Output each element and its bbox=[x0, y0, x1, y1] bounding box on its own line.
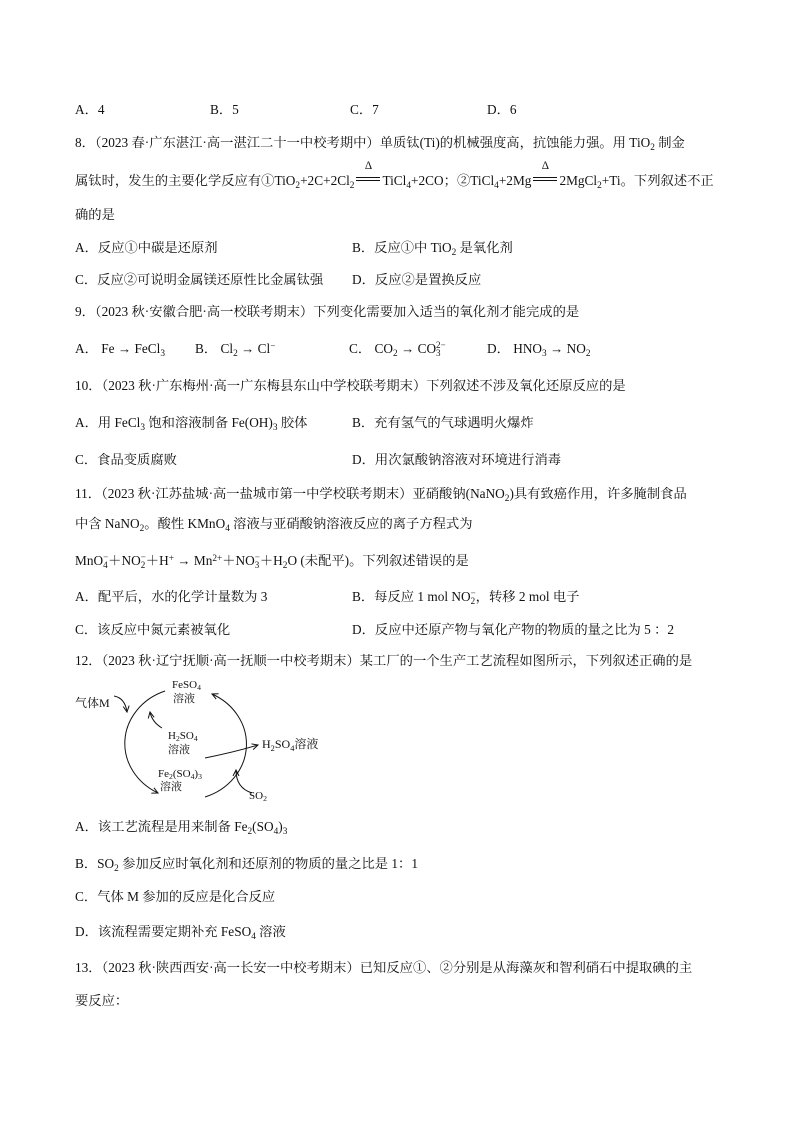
q8-stem-line-1: 8．（2023 春·广东湛江·高一湛江二十一中校考期中）单质钛(Ti)的机械强度高，抗蚀能力强。用 TiO$_2$ 制金 bbox=[75, 135, 685, 153]
q8-option-c: C．反应②可说明金属镁还原性比金属钛强 bbox=[75, 272, 324, 287]
atom-count: 2 bbox=[140, 560, 146, 571]
q9-option-d: D． $HNO_3 \to NO_2$ bbox=[487, 341, 591, 359]
subscript: 4 bbox=[225, 523, 230, 534]
gas-m-arrow bbox=[114, 696, 127, 712]
subscript: 3 bbox=[272, 422, 278, 433]
ion-charge-and-count bbox=[471, 589, 476, 606]
subscript: 2 bbox=[247, 826, 253, 837]
q12-option-b: B．$SO_2$ 参加反应时氧化剂和还原剂的物质的量之比是 1：1 bbox=[75, 856, 419, 874]
q7-option-b: B．5 bbox=[210, 102, 239, 117]
charge: − bbox=[103, 551, 109, 562]
subscript: 2 bbox=[270, 743, 275, 753]
q7-option-d: D．6 bbox=[487, 102, 517, 117]
q12-option-a: A．该工艺流程是用来制备 $Fe_2(SO_4)_3$ bbox=[75, 819, 288, 837]
q12-option-d: D．该流程需要定期补充 FeSO$_4$ 溶液 bbox=[75, 924, 286, 942]
charge: 2− bbox=[436, 339, 446, 350]
subscript: 2 bbox=[597, 180, 602, 191]
diagram-so2-label: $SO_2$ bbox=[249, 790, 267, 804]
q10-option-a: A．用 FeCl$_3$ 饱和溶液制备 $Fe(OH)_3$ 胶体 bbox=[75, 415, 308, 433]
q11-ionic-equation: MnO − 4 ＋NO − 2 $+H^+ \to Mn^{2+}+NO$ − 3 $+H_2O$ (未配平)。下列叙述错误的是 bbox=[75, 551, 469, 571]
charge: − bbox=[140, 551, 146, 562]
subscript: 3 bbox=[160, 348, 165, 359]
q13-stem-line-1: 13．（2023 秋·陕西西安·高一长安一中校考期末）已知反应①、②分别是从海藻灰和智利硝石中提取碘的主 bbox=[75, 960, 693, 975]
subscript: 2 bbox=[282, 560, 288, 571]
atom-count: 4 bbox=[103, 560, 108, 571]
q13-stem-line-2: 要反应： bbox=[75, 993, 129, 1008]
subscript: 4 bbox=[190, 772, 195, 782]
subscript: 3 bbox=[542, 348, 547, 359]
h2so4-output-arrow bbox=[205, 745, 258, 758]
subscript: 2 bbox=[392, 348, 398, 359]
heating-symbol: Δ bbox=[541, 159, 550, 172]
diagram-fe2so43-solution-label: 溶液 bbox=[160, 781, 182, 793]
q10-option-c: C．食品变质腐败 bbox=[75, 452, 177, 467]
subscript: 2 bbox=[585, 348, 591, 359]
diagram-feso4-label: FeSO$_4$ bbox=[172, 679, 201, 693]
q11-stem-line-2: 中含 NaNO$_2$。酸性 KMnO$_4$ 溶液与亚硝酸钠溶液反应的离子方程式为 bbox=[75, 516, 473, 534]
q12-option-c: C．气体 M 参加的反应是化合反应 bbox=[75, 889, 276, 904]
ion-charge-and-count bbox=[255, 553, 260, 570]
reaction-condition bbox=[356, 159, 380, 185]
q8-option-a: A．反应①中碳是还原剂 bbox=[75, 240, 218, 255]
q12-stem: 12．（2023 秋·辽宁抚顺·高一抚顺一中校考期末）某工厂的一个生产工艺流程如图所示，下列叙述正确的是 bbox=[75, 653, 693, 668]
q7-option-c: C．7 bbox=[350, 102, 379, 117]
ion-charge-and-count bbox=[141, 553, 146, 570]
superscript: + bbox=[168, 553, 174, 564]
q11-option-a: A．配平后，水的化学计量数为 3 bbox=[75, 589, 268, 604]
atom-count: 3 bbox=[436, 348, 441, 359]
subscript: 2 bbox=[233, 348, 238, 359]
diagram-h2so4-output-label: $H_2SO_4$溶液 bbox=[262, 737, 319, 753]
q11-stem-line-1: 11．（2023 秋·江苏盐城·高一盐城市第一中学校联考期末）亚硝酸钠(NaNO$_2$)具有致癌作用，许多腌制食品 bbox=[75, 486, 687, 504]
subscript: 3 bbox=[282, 826, 288, 837]
charge: − bbox=[470, 587, 476, 598]
q9-option-b: B． $Cl_2 \to Cl^-$ bbox=[195, 341, 276, 359]
cycle-right-arc bbox=[205, 694, 246, 797]
subscript: 2 bbox=[349, 180, 355, 191]
heating-symbol: Δ bbox=[364, 159, 373, 172]
q10-option-d: D．用次氯酸钠溶液对环境进行消毒 bbox=[352, 452, 562, 467]
subscript: 3 bbox=[198, 772, 202, 782]
subscript: 4 bbox=[494, 180, 499, 191]
q8-stem-line-3: 确的是 bbox=[75, 207, 115, 222]
diagram-h2so4-inner-solution-label: 溶液 bbox=[168, 744, 190, 756]
superscript: − bbox=[270, 341, 276, 352]
subscript: 2 bbox=[175, 734, 180, 744]
subscript: 2 bbox=[263, 794, 267, 804]
q11-option-b: B．每反应 1 mol NO − 2 ，转移 2 mol 电子 bbox=[352, 587, 580, 607]
h2so4-return-arrow bbox=[150, 712, 162, 728]
charge: − bbox=[254, 551, 260, 562]
q9-option-a: A． Fe → FeCl$_3$ bbox=[75, 341, 165, 359]
subscript: 4 bbox=[197, 683, 201, 693]
equals-sign bbox=[533, 177, 557, 181]
q11-option-d: D．反应中还原产物与氧化产物的物质的量之比为 5 ：2 bbox=[352, 622, 675, 637]
q10-option-b: B．充有氢气的气球遇明火爆炸 bbox=[352, 415, 534, 430]
atom-count: 3 bbox=[254, 560, 260, 571]
q8-option-b: B．反应①中 TiO$_2$ 是氧化剂 bbox=[352, 240, 513, 258]
reaction-condition bbox=[533, 159, 557, 185]
atom-count: 2 bbox=[470, 596, 476, 607]
q8-stem-line-2: 属钛时，发生的主要化学反应有$①TiO_2+2C+2Cl_2$ Δ TiCl$_4$+2CO；②TiCl$_4$+2Mg Δ 2MgCl$_2$+Ti。下列叙述不正 bbox=[75, 159, 714, 191]
diagram-h2so4-inner-label: $H_2SO_4$ bbox=[168, 730, 198, 744]
q11-option-c: C．该反应中氮元素被氧化 bbox=[75, 622, 231, 637]
subscript: 4 bbox=[193, 734, 198, 744]
subscript: 2 bbox=[169, 772, 173, 782]
subscript: 2 bbox=[504, 493, 510, 504]
subscript: 4 bbox=[251, 931, 256, 942]
subscript: 4 bbox=[406, 180, 412, 191]
subscript: 3 bbox=[140, 422, 146, 433]
equals-sign bbox=[356, 177, 380, 181]
diagram-fe2so43-label: $Fe_2(SO_4)_3$ bbox=[158, 768, 202, 782]
subscript: 2 bbox=[650, 142, 655, 153]
subscript: 2 bbox=[114, 863, 119, 874]
subscript: 2 bbox=[139, 523, 145, 534]
subscript: 2 bbox=[295, 180, 301, 191]
diagram-feso4-solution-label: 溶液 bbox=[173, 693, 195, 705]
q9-stem: 9．（2023 秋·安徽合肥·高一校联考期末）下列变化需要加入适当的氧化剂才能完成的是 bbox=[75, 304, 580, 319]
subscript: 4 bbox=[273, 826, 279, 837]
subscript: 4 bbox=[290, 743, 295, 753]
ion-charge-and-count bbox=[103, 553, 108, 570]
q7-option-a: A．4 bbox=[75, 102, 105, 117]
q9-option-c: C． $CO_2$ → CO 2− 3 bbox=[349, 339, 446, 359]
ion-charge-and-count bbox=[436, 341, 446, 358]
diagram-gas-m-label: 气体M bbox=[75, 696, 110, 710]
q10-stem: 10．（2023 秋·广东梅州·高一广东梅县东山中学校联考期末）下列叙述不涉及氧化还原反应的是 bbox=[75, 378, 626, 393]
q8-option-d: D．反应②是置换反应 bbox=[352, 272, 482, 287]
superscript: 2+ bbox=[212, 553, 223, 564]
subscript: 2 bbox=[451, 247, 457, 258]
